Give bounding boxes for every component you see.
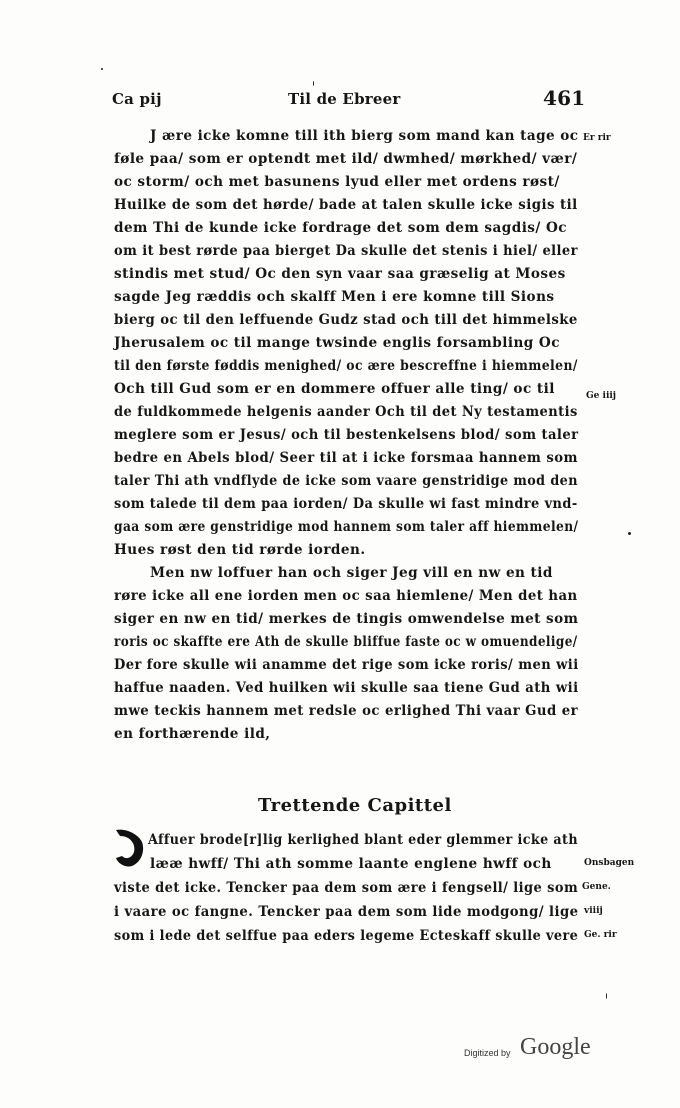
text-line: en forthærende ild,	[114, 726, 271, 742]
text-line: mwe teckis hannem met redsle oc erlighed Thi vaar Gud er	[114, 703, 579, 719]
text-line: gaa som ære genstridige mod hannem som taler aff hiemmelen/	[114, 519, 579, 535]
chapter-text-line: viste det icke. Tencker paa dem som ære i fengsell/ lige som	[114, 880, 579, 896]
digitized-by-label: Digitized by	[464, 1048, 511, 1058]
chapter-text-line: som i lede det selffue paa eders legeme Ecteskaff skulle vere	[114, 928, 579, 944]
text-line: dem Thi de kunde icke fordrage det som dem sagdis/ Oc	[114, 220, 568, 236]
margin-note-genesis: Ge iiij	[586, 391, 617, 401]
margin-note-gene-num: viiij	[584, 906, 603, 916]
header-chapter-ref: Ca pij	[112, 90, 162, 108]
margin-note-abraham: Onsbagen	[584, 858, 635, 868]
text-line: J ære icke komne till ith bierg som mand kan tage oc	[150, 128, 579, 144]
text-line: sagde Jeg ræddis och skalff Men i ere komne till Sions	[114, 289, 555, 305]
text-line: som talede til dem paa iorden/ Da skulle wi fast mindre vnd-	[114, 496, 578, 512]
margin-note-gene-num2: Ge. rir	[584, 930, 617, 940]
text-line: stindis met stud/ Oc den syn vaar saa græselig at Moses	[114, 266, 566, 282]
text-line: bedre en Abels blod/ Seer til at i icke forsmaa hannem som	[114, 450, 578, 466]
text-line: Och till Gud som er en dommere offuer alle ting/ oc til	[114, 381, 555, 397]
speck	[606, 993, 607, 999]
text-line: Huilke de som det hørde/ bade at talen skulle icke sigis til	[114, 197, 578, 213]
speck	[628, 532, 631, 535]
speck	[313, 81, 314, 86]
chapter-title: Trettende Capittel	[258, 795, 452, 816]
speck	[101, 68, 103, 70]
text-line: de fuldkommede helgenis aander Och til det Ny testamentis	[114, 404, 578, 420]
text-line: oc storm/ och met basunens lyud eller met ordens røst/	[114, 174, 560, 190]
page-number: 461	[543, 86, 586, 110]
text-line: føle paa/ som er optendt met ild/ dwmhed/ mørkhed/ vær/	[114, 151, 578, 167]
text-line: Hues røst den tid rørde iorden.	[114, 542, 366, 558]
google-logo: Google	[520, 1034, 591, 1060]
text-line: om it best rørde paa bierget Da skulle det stenis i hiel/ eller	[114, 243, 578, 259]
text-line: Men nw loffuer han och siger Jeg vill en nw en tid	[150, 565, 553, 581]
text-line: siger en nw en tid/ merkes de tingis omwendelse met som	[114, 611, 579, 627]
header-title: Til de Ebreer	[288, 90, 401, 108]
text-line: bierg oc til den leffuende Gudz stad och till det himmelske	[114, 312, 578, 328]
text-line: roris oc skaffte ere Ath de skulle bliffue faste oc w omuendelige/	[114, 634, 578, 650]
margin-note-gene: Gene.	[582, 882, 611, 892]
chapter-text-line: Affuer brode[r]lig kerlighed blant eder glemmer icke ath	[148, 832, 578, 848]
text-line: meglere som er Jesus/ och til bestenkelsens blod/ som taler	[114, 427, 579, 443]
text-line: taler Thi ath vndflyde de icke som vaare genstridige mod den	[114, 473, 578, 489]
text-line: Jherusalem oc til mange twsinde englis forsambling Oc	[114, 335, 560, 351]
text-line: røre icke all ene iorden men oc saa hiemlene/ Men det han	[114, 588, 578, 604]
text-line: haffue naaden. Ved huilken wii skulle saa tiene Gud ath wii	[114, 680, 579, 696]
chapter-text-line: i vaare oc fangne. Tencker paa dem som lide modgong/ lige	[114, 904, 579, 920]
text-line: Der fore skulle wii anamme det rige som icke roris/ men wii	[114, 657, 579, 673]
chapter-text-line: lææ hwff/ Thi ath somme laante englene hwff och	[150, 856, 552, 872]
margin-note-exodus: Er rir	[583, 133, 611, 143]
text-line: til den første føddis menighed/ oc ære bescreffne i hiemmelen/	[114, 358, 578, 374]
drop-cap-initial	[112, 828, 146, 868]
